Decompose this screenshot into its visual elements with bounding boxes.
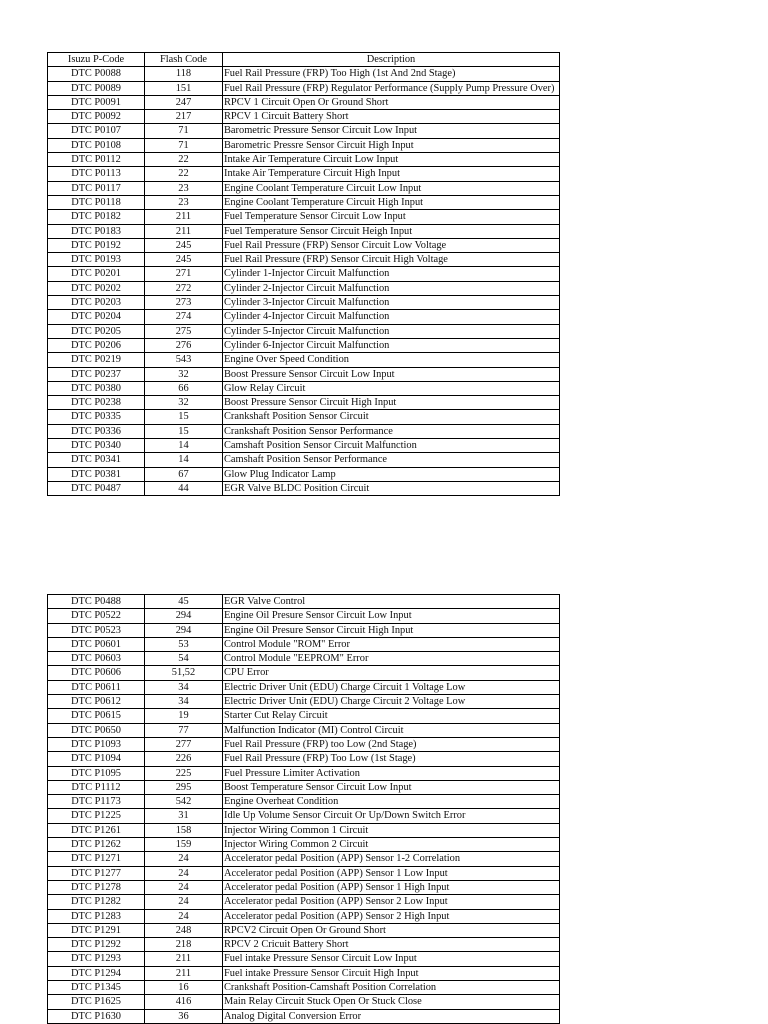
flash-code-cell: 15: [145, 424, 223, 438]
pcode-cell: DTC P1112: [48, 780, 145, 794]
description-cell: Engine Coolant Temperature Circuit High Input: [223, 195, 560, 209]
table-row: [48, 310, 560, 324]
table-row: [48, 67, 560, 81]
flash-code-cell: 45: [145, 595, 223, 609]
description-cell: Cylinder 1-Injector Circuit Malfunction: [223, 267, 560, 281]
table-row: [48, 124, 560, 138]
table-row: [48, 396, 560, 410]
description-cell: Engine Over Speed Condition: [223, 353, 560, 367]
table-row: [48, 709, 560, 723]
pcode-cell: DTC P0113: [48, 167, 145, 181]
flash-code-cell: 24: [145, 895, 223, 909]
pcode-cell: DTC P0219: [48, 353, 145, 367]
flash-code-cell: 77: [145, 723, 223, 737]
table-row: [48, 923, 560, 937]
flash-code-cell: 294: [145, 609, 223, 623]
description-cell: EGR Valve Control: [223, 595, 560, 609]
description-cell: Analog Digital Conversion Error: [223, 1009, 560, 1023]
table-row: [48, 938, 560, 952]
table-row: [48, 238, 560, 252]
flash-code-cell: 543: [145, 353, 223, 367]
pcode-cell: DTC P1173: [48, 795, 145, 809]
flash-code-cell: 245: [145, 238, 223, 252]
flash-code-cell: 14: [145, 439, 223, 453]
flash-code-cell: 34: [145, 680, 223, 694]
table-row: [48, 453, 560, 467]
pcode-cell: DTC P1282: [48, 895, 145, 909]
table-row: [48, 95, 560, 109]
table-header-row: [48, 53, 560, 67]
pcode-cell: DTC P1291: [48, 923, 145, 937]
description-cell: Camshaft Position Sensor Performance: [223, 453, 560, 467]
description-cell: Barometric Pressre Sensor Circuit High Input: [223, 138, 560, 152]
table-row: [48, 410, 560, 424]
description-cell: Starter Cut Relay Circuit: [223, 709, 560, 723]
flash-code-cell: 71: [145, 124, 223, 138]
flash-code-cell: 211: [145, 952, 223, 966]
flash-code-cell: 22: [145, 167, 223, 181]
flash-code-cell: 71: [145, 138, 223, 152]
pcode-cell: DTC P0089: [48, 81, 145, 95]
description-cell: EGR Valve BLDC Position Circuit: [223, 481, 560, 495]
table-row: [48, 737, 560, 751]
table-row: [48, 467, 560, 481]
flash-code-cell: 295: [145, 780, 223, 794]
flash-code-cell: 276: [145, 338, 223, 352]
flash-code-cell: 36: [145, 1009, 223, 1023]
flash-code-cell: 272: [145, 281, 223, 295]
dtc-table-1-body: [48, 67, 560, 496]
pcode-cell: DTC P0193: [48, 253, 145, 267]
pcode-cell: DTC P1094: [48, 752, 145, 766]
description-cell: Accelerator pedal Position (APP) Sensor 2 High Input: [223, 909, 560, 923]
table-row: [48, 167, 560, 181]
table-row: [48, 680, 560, 694]
description-cell: Accelerator pedal Position (APP) Sensor 1 Low Input: [223, 866, 560, 880]
pcode-cell: DTC P0601: [48, 637, 145, 651]
description-cell: RPCV 2 Cricuit Battery Short: [223, 938, 560, 952]
flash-code-cell: 16: [145, 981, 223, 995]
flash-code-cell: 416: [145, 995, 223, 1009]
table-row: [48, 296, 560, 310]
description-cell: Malfunction Indicator (MI) Control Circuit: [223, 723, 560, 737]
description-cell: Fuel intake Pressure Sensor Circuit High Input: [223, 966, 560, 980]
description-cell: Crankshaft Position-Camshaft Position Correlation: [223, 981, 560, 995]
description-cell: Main Relay Circuit Stuck Open Or Stuck Close: [223, 995, 560, 1009]
dtc-table-1: [47, 52, 560, 496]
flash-code-cell: 34: [145, 695, 223, 709]
table-row: [48, 1009, 560, 1023]
table-row: [48, 153, 560, 167]
description-cell: Fuel Rail Pressure (FRP) too Low (2nd Stage): [223, 737, 560, 751]
table-row: [48, 338, 560, 352]
description-cell: Fuel Rail Pressure (FRP) Regulator Performance (Supply Pump Pressure Over): [223, 81, 560, 95]
pcode-cell: DTC P0117: [48, 181, 145, 195]
table-row: [48, 623, 560, 637]
pcode-cell: DTC P0238: [48, 396, 145, 410]
pcode-cell: DTC P0112: [48, 153, 145, 167]
description-cell: Cylinder 6-Injector Circuit Malfunction: [223, 338, 560, 352]
description-cell: Electric Driver Unit (EDU) Charge Circuit 2 Voltage Low: [223, 695, 560, 709]
table-row: [48, 966, 560, 980]
flash-code-cell: 151: [145, 81, 223, 95]
pcode-cell: DTC P1345: [48, 981, 145, 995]
description-cell: Injector Wiring Common 2 Circuit: [223, 838, 560, 852]
header-description: Description: [223, 53, 560, 67]
flash-code-cell: 31: [145, 809, 223, 823]
pcode-cell: DTC P0522: [48, 609, 145, 623]
flash-code-cell: 225: [145, 766, 223, 780]
table-row: [48, 595, 560, 609]
pcode-cell: DTC P0523: [48, 623, 145, 637]
table-row: [48, 995, 560, 1009]
description-cell: Control Module "EEPROM" Error: [223, 652, 560, 666]
pcode-cell: DTC P0380: [48, 381, 145, 395]
table-row: [48, 823, 560, 837]
pcode-cell: DTC P0336: [48, 424, 145, 438]
flash-code-cell: 23: [145, 181, 223, 195]
flash-code-cell: 294: [145, 623, 223, 637]
flash-code-cell: 67: [145, 467, 223, 481]
pcode-cell: DTC P0182: [48, 210, 145, 224]
pcode-cell: DTC P0192: [48, 238, 145, 252]
description-cell: Intake Air Temperature Circuit High Input: [223, 167, 560, 181]
table-row: [48, 138, 560, 152]
pcode-cell: DTC P0487: [48, 481, 145, 495]
pcode-cell: DTC P0606: [48, 666, 145, 680]
table-row: [48, 353, 560, 367]
pcode-cell: DTC P0203: [48, 296, 145, 310]
header-flash-code: Flash Code: [145, 53, 223, 67]
pcode-cell: DTC P0201: [48, 267, 145, 281]
table-row: [48, 752, 560, 766]
description-cell: Engine Overheat Condition: [223, 795, 560, 809]
table-row: [48, 439, 560, 453]
flash-code-cell: 245: [145, 253, 223, 267]
description-cell: RPCV2 Circuit Open Or Ground Short: [223, 923, 560, 937]
pcode-cell: DTC P0088: [48, 67, 145, 81]
table-row: [48, 637, 560, 651]
flash-code-cell: 23: [145, 195, 223, 209]
flash-code-cell: 24: [145, 852, 223, 866]
flash-code-cell: 159: [145, 838, 223, 852]
flash-code-cell: 14: [145, 453, 223, 467]
pcode-cell: DTC P0612: [48, 695, 145, 709]
pcode-cell: DTC P1283: [48, 909, 145, 923]
flash-code-cell: 274: [145, 310, 223, 324]
pcode-cell: DTC P1262: [48, 838, 145, 852]
description-cell: Fuel Rail Pressure (FRP) Too High (1st And 2nd Stage): [223, 67, 560, 81]
table-row: [48, 666, 560, 680]
description-cell: Camshaft Position Sensor Circuit Malfunction: [223, 439, 560, 453]
flash-code-cell: 217: [145, 110, 223, 124]
dtc-table-2: [47, 594, 560, 1024]
pcode-cell: DTC P0650: [48, 723, 145, 737]
description-cell: Boost Pressure Sensor Circuit Low Input: [223, 367, 560, 381]
table-row: [48, 110, 560, 124]
pcode-cell: DTC P1261: [48, 823, 145, 837]
description-cell: Accelerator pedal Position (APP) Sensor 1-2 Correlation: [223, 852, 560, 866]
description-cell: Fuel Rail Pressure (FRP) Sensor Circuit High Voltage: [223, 253, 560, 267]
table-row: [48, 81, 560, 95]
flash-code-cell: 22: [145, 153, 223, 167]
pcode-cell: DTC P1225: [48, 809, 145, 823]
description-cell: Idle Up Volume Sensor Circuit Or Up/Down Switch Error: [223, 809, 560, 823]
pcode-cell: DTC P0341: [48, 453, 145, 467]
table-row: [48, 267, 560, 281]
description-cell: Accelerator pedal Position (APP) Sensor 2 Low Input: [223, 895, 560, 909]
flash-code-cell: 15: [145, 410, 223, 424]
table-row: [48, 981, 560, 995]
pcode-cell: DTC P1294: [48, 966, 145, 980]
pcode-cell: DTC P1630: [48, 1009, 145, 1023]
pcode-cell: DTC P0237: [48, 367, 145, 381]
flash-code-cell: 53: [145, 637, 223, 651]
table-row: [48, 852, 560, 866]
flash-code-cell: 277: [145, 737, 223, 751]
table-row: [48, 424, 560, 438]
table-row: [48, 195, 560, 209]
flash-code-cell: 247: [145, 95, 223, 109]
pcode-cell: DTC P0381: [48, 467, 145, 481]
flash-code-cell: 211: [145, 224, 223, 238]
pcode-cell: DTC P0206: [48, 338, 145, 352]
pcode-cell: DTC P1277: [48, 866, 145, 880]
table-row: [48, 952, 560, 966]
table-row: [48, 609, 560, 623]
table-row: [48, 838, 560, 852]
pcode-cell: DTC P0611: [48, 680, 145, 694]
description-cell: Engine Oil Presure Sensor Circuit High Input: [223, 623, 560, 637]
pcode-cell: DTC P0091: [48, 95, 145, 109]
flash-code-cell: 32: [145, 367, 223, 381]
description-cell: Engine Oil Presure Sensor Circuit Low Input: [223, 609, 560, 623]
flash-code-cell: 211: [145, 966, 223, 980]
description-cell: Crankshaft Position Sensor Circuit: [223, 410, 560, 424]
table-row: [48, 895, 560, 909]
pcode-cell: DTC P0107: [48, 124, 145, 138]
table-row: [48, 253, 560, 267]
table-row: [48, 766, 560, 780]
description-cell: Cylinder 4-Injector Circuit Malfunction: [223, 310, 560, 324]
description-cell: Fuel Pressure Limiter Activation: [223, 766, 560, 780]
table-row: [48, 224, 560, 238]
flash-code-cell: 24: [145, 866, 223, 880]
table-row: [48, 367, 560, 381]
flash-code-cell: 542: [145, 795, 223, 809]
table-row: [48, 324, 560, 338]
flash-code-cell: 44: [145, 481, 223, 495]
flash-code-cell: 32: [145, 396, 223, 410]
dtc-table-2-body: [48, 595, 560, 1024]
flash-code-cell: 66: [145, 381, 223, 395]
flash-code-cell: 211: [145, 210, 223, 224]
flash-code-cell: 271: [145, 267, 223, 281]
description-cell: Cylinder 2-Injector Circuit Malfunction: [223, 281, 560, 295]
pcode-cell: DTC P1292: [48, 938, 145, 952]
flash-code-cell: 24: [145, 880, 223, 894]
pcode-cell: DTC P1095: [48, 766, 145, 780]
flash-code-cell: 54: [145, 652, 223, 666]
table-row: [48, 809, 560, 823]
pcode-cell: DTC P0204: [48, 310, 145, 324]
table-row: [48, 780, 560, 794]
table-row: [48, 795, 560, 809]
description-cell: CPU Error: [223, 666, 560, 680]
pcode-cell: DTC P0340: [48, 439, 145, 453]
header-pcode: Isuzu P-Code: [48, 53, 145, 67]
description-cell: Crankshaft Position Sensor Performance: [223, 424, 560, 438]
description-cell: Fuel Rail Pressure (FRP) Too Low (1st Stage): [223, 752, 560, 766]
description-cell: Injector Wiring Common 1 Circuit: [223, 823, 560, 837]
description-cell: Fuel Temperature Sensor Circuit Heigh Input: [223, 224, 560, 238]
table-row: [48, 723, 560, 737]
pcode-cell: DTC P0183: [48, 224, 145, 238]
pcode-cell: DTC P1625: [48, 995, 145, 1009]
pcode-cell: DTC P0615: [48, 709, 145, 723]
description-cell: Cylinder 5-Injector Circuit Malfunction: [223, 324, 560, 338]
pcode-cell: DTC P1271: [48, 852, 145, 866]
table-row: [48, 652, 560, 666]
description-cell: Control Module "ROM" Error: [223, 637, 560, 651]
description-cell: Electric Driver Unit (EDU) Charge Circuit 1 Voltage Low: [223, 680, 560, 694]
pcode-cell: DTC P1093: [48, 737, 145, 751]
flash-code-cell: 275: [145, 324, 223, 338]
pcode-cell: DTC P0118: [48, 195, 145, 209]
description-cell: Boost Temperature Sensor Circuit Low Input: [223, 780, 560, 794]
description-cell: Fuel Rail Pressure (FRP) Sensor Circuit Low Voltage: [223, 238, 560, 252]
pcode-cell: DTC P0205: [48, 324, 145, 338]
table-row: [48, 481, 560, 495]
description-cell: RPCV 1 Circuit Open Or Ground Short: [223, 95, 560, 109]
flash-code-cell: 273: [145, 296, 223, 310]
flash-code-cell: 24: [145, 909, 223, 923]
table-row: [48, 181, 560, 195]
pcode-cell: DTC P0488: [48, 595, 145, 609]
description-cell: Glow Plug Indicator Lamp: [223, 467, 560, 481]
flash-code-cell: 118: [145, 67, 223, 81]
table-row: [48, 909, 560, 923]
pcode-cell: DTC P1278: [48, 880, 145, 894]
flash-code-cell: 158: [145, 823, 223, 837]
description-cell: Glow Relay Circuit: [223, 381, 560, 395]
table-row: [48, 381, 560, 395]
pcode-cell: DTC P0108: [48, 138, 145, 152]
description-cell: Boost Pressure Sensor Circuit High Input: [223, 396, 560, 410]
table-row: [48, 281, 560, 295]
pcode-cell: DTC P1293: [48, 952, 145, 966]
description-cell: Engine Coolant Temperature Circuit Low Input: [223, 181, 560, 195]
description-cell: Cylinder 3-Injector Circuit Malfunction: [223, 296, 560, 310]
description-cell: Fuel Temperature Sensor Circuit Low Input: [223, 210, 560, 224]
table-row: [48, 866, 560, 880]
flash-code-cell: 19: [145, 709, 223, 723]
description-cell: Intake Air Temperature Circuit Low Input: [223, 153, 560, 167]
flash-code-cell: 226: [145, 752, 223, 766]
flash-code-cell: 218: [145, 938, 223, 952]
flash-code-cell: 51,52: [145, 666, 223, 680]
table-row: [48, 210, 560, 224]
flash-code-cell: 248: [145, 923, 223, 937]
description-cell: Fuel intake Pressure Sensor Circuit Low Input: [223, 952, 560, 966]
description-cell: Accelerator pedal Position (APP) Sensor 1 High Input: [223, 880, 560, 894]
table-row: [48, 880, 560, 894]
pcode-cell: DTC P0092: [48, 110, 145, 124]
pcode-cell: DTC P0603: [48, 652, 145, 666]
pcode-cell: DTC P0335: [48, 410, 145, 424]
pcode-cell: DTC P0202: [48, 281, 145, 295]
description-cell: RPCV 1 Circuit Battery Short: [223, 110, 560, 124]
table-row: [48, 695, 560, 709]
description-cell: Barometric Pressure Sensor Circuit Low Input: [223, 124, 560, 138]
